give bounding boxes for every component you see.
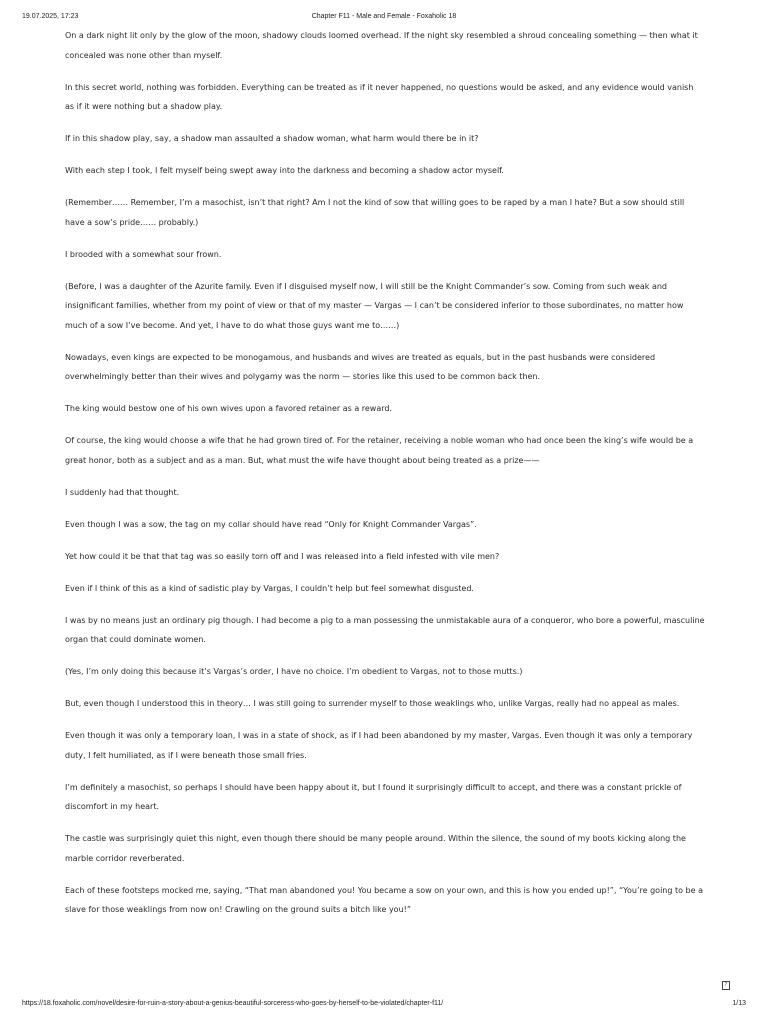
paragraph: Yet how could it be that that tag was so easily torn off and I was released into a field infested with vile men? bbox=[65, 551, 500, 561]
paragraph: Even though I was a sow, the tag on my collar should have read “Only for Knight Commander Vargas”. bbox=[65, 519, 477, 529]
paragraph: (Remember…… Remember, I’m a masochist, isn’t that right? Am I not the kind of sow that willing goes to be raped by a man I hate? But a sow should still have a sow’s pride…… probably.) bbox=[65, 198, 685, 227]
paragraph: Of course, the king would choose a wife that he had grown tired of. For the retainer, receiving a noble woman who had once been the king’s wife would be a great honor, both as a subject and as a man. But, what must the wife have thought about being treated as a prize—— bbox=[65, 436, 694, 465]
page-url: https://18.foxaholic.com/novel/desire-for-ruin-a-story-about-a-genius-beautiful-sorceress-who-goes-by-herself-to-be-violated/chapter-f11/ bbox=[22, 1000, 444, 1007]
paragraph: But, even though I understood this in theory… I was still going to surrender myself to those weaklings who, unlike Vargas, really had no appeal as males. bbox=[65, 699, 680, 708]
print-header bbox=[22, 13, 746, 23]
paragraph: Even though it was only a temporary loan, I was in a state of shock, as if I had been abandoned by my master, Vargas. Even though it was only a temporary duty, I felt humiliated, as if I were beneath those small fries. bbox=[65, 731, 693, 760]
paragraph: Each of these footsteps mocked me, saying, “That man abandoned you! You became a sow on your own, and this is how you ended up!”, “You’re going to be a slave for those weaklings from now on! Crawling on the ground suits a bitch like you!” bbox=[65, 885, 703, 914]
broken-image-icon: ? bbox=[722, 981, 730, 990]
paragraph: The king would bestow one of his own wives upon a favored retainer as a reward. bbox=[65, 404, 393, 413]
paragraph: I suddenly had that thought. bbox=[65, 487, 180, 497]
print-date: 19.07.2025, 17:23 bbox=[22, 13, 79, 20]
paragraph: If in this shadow play, say, a shadow man assaulted a shadow woman, what harm would there be in it? bbox=[65, 134, 479, 143]
paragraph: With each step I took, I felt myself being swept away into the darkness and becoming a shadow actor myself. bbox=[65, 166, 504, 175]
chapter-text bbox=[65, 26, 705, 932]
paragraph: Nowadays, even kings are expected to be monogamous, and husbands and wives are treated as equals, but in the past husbands were considered overwhelmingly better than their wives and polygamy was the norm — stories like this used to be common back then. bbox=[65, 352, 656, 381]
print-footer bbox=[22, 1000, 746, 1010]
paragraph: (Yes, I’m only doing this because it’s Vargas’s order, I have no choice. I’m obedient to Vargas, not to those mutts.) bbox=[65, 667, 523, 676]
paragraph: I’m definitely a masochist, so perhaps I should have been happy about it, but I found it surprisingly difficult to accept, and there was a constant prickle of discomfort in my heart. bbox=[65, 782, 682, 811]
page-number: 1/13 bbox=[732, 1000, 746, 1007]
paragraph: In this secret world, nothing was forbidden. Everything can be treated as if it never happened, no questions would be asked, and any evidence would vanish as if it were nothing but a shadow play. bbox=[65, 82, 694, 111]
paragraph: The castle was surprisingly quiet this night, even though there should be many people around. Within the silence, the sound of my boots kicking along the marble corridor reverberated. bbox=[65, 834, 686, 863]
page-title: Chapter F11 - Male and Female - Foxaholic 18 bbox=[311, 13, 457, 20]
paragraph: On a dark night lit only by the glow of the moon, shadowy clouds loomed overhead. If the night sky resembled a shroud concealing something — then what it concealed was none other than myself. bbox=[65, 31, 698, 60]
paragraph: I brooded with a somewhat sour frown. bbox=[65, 249, 222, 259]
paragraph: (Before, I was a daughter of the Azurite family. Even if I disguised myself now, I will still be the Knight Commander’s sow. Coming from such weak and insignificant families, whether from my point of view or that of my master — Vargas — I can’t be considered inferior to those subordinates, no matter how much of a sow I’ve become. And yet, I have to do what those guys want me to……) bbox=[65, 281, 684, 330]
paragraph: Even if I think of this as a kind of sadistic play by Vargas, I couldn’t help but feel somewhat disgusted. bbox=[65, 583, 474, 593]
paragraph: I was by no means just an ordinary pig though. I had become a pig to a man possessing the unmistakable aura of a conqueror, who bore a powerful, masculine organ that could dominate women. bbox=[65, 615, 705, 644]
